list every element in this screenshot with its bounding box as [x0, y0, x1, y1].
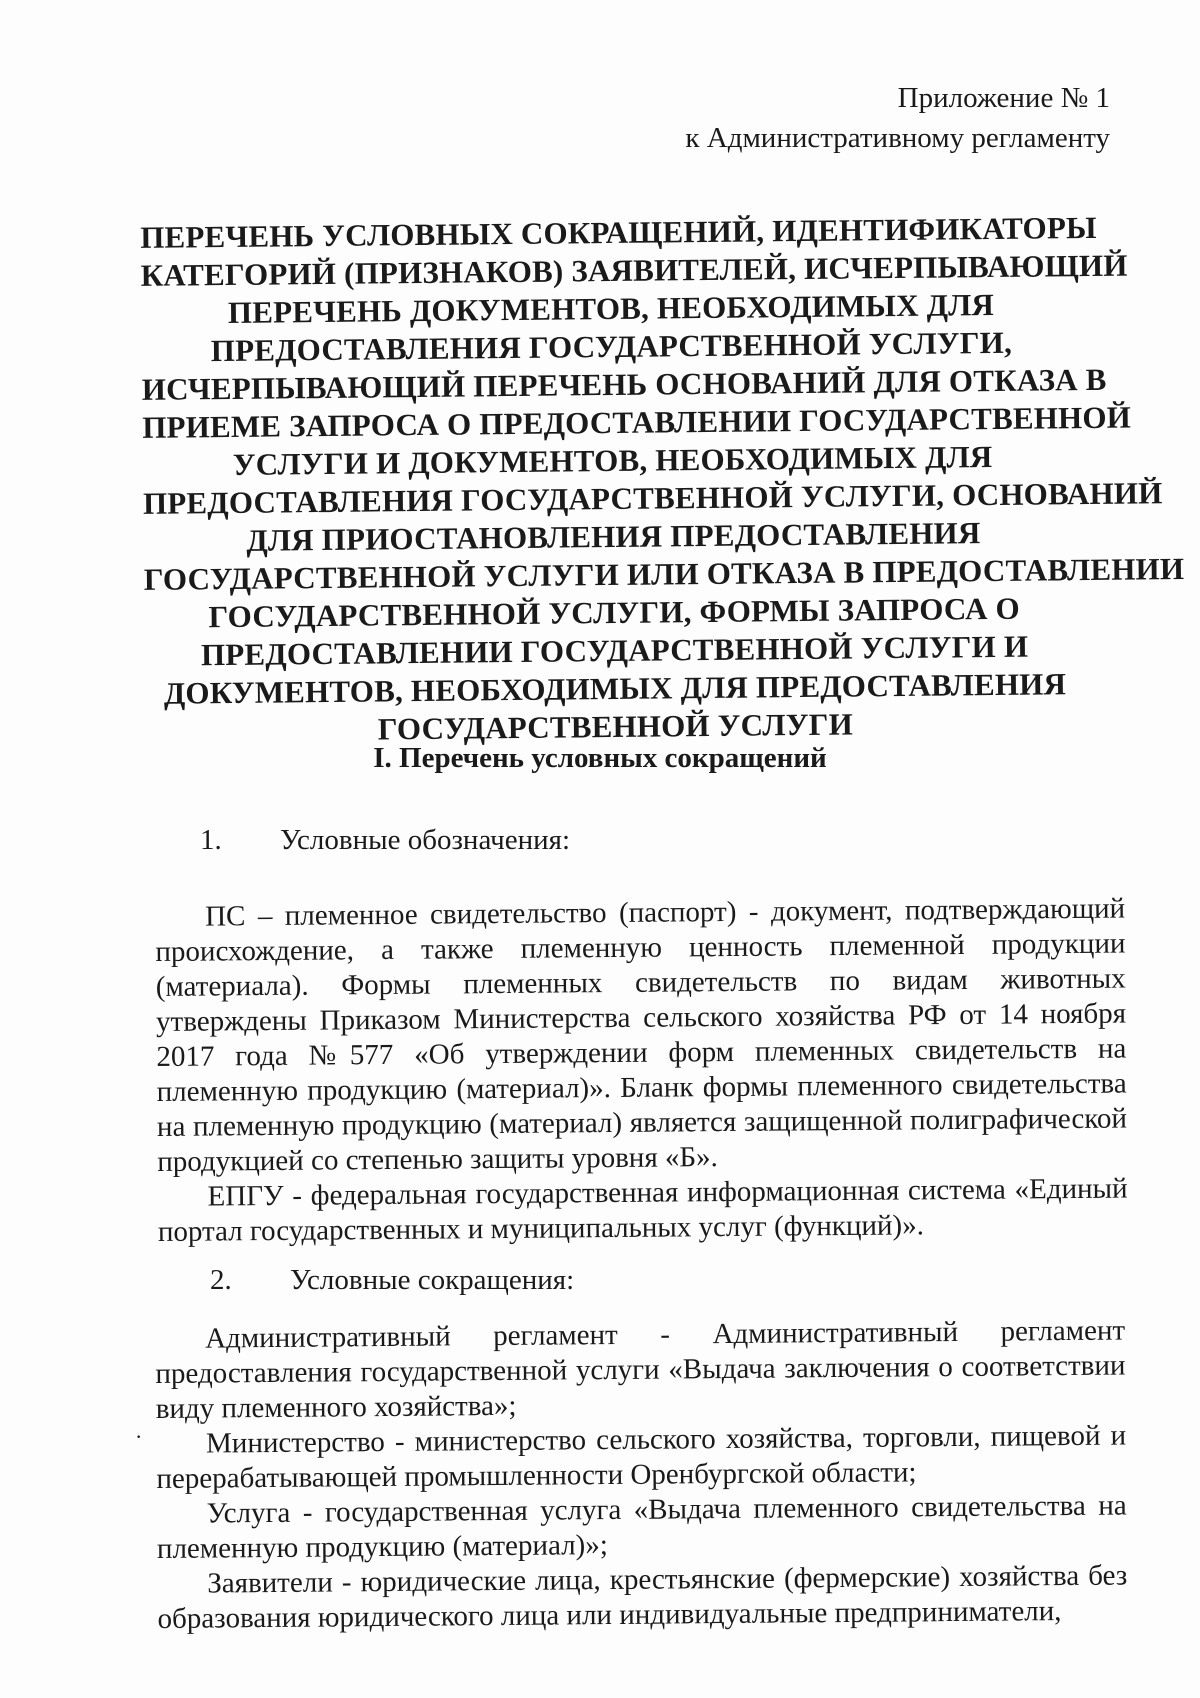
- title-line: УСЛУГИ И ДОКУМЕНТОВ, НЕОБХОДИМЫХ ДЛЯ: [232, 439, 993, 482]
- definition-ministry: Министерство - министерство сельского хозяйства, торговли, пищевой и перерабатывающей промышленности Оренбургской области;: [156, 1419, 1127, 1495]
- definition-ps: ПС – племенное свидетельство (паспорт) - документ, подтверждающий происхождение, а также племенную ценность племенной продукции (материала). Формы племенных свидетельств по видам животных утверждены Приказом Министерства сельского хозяйства РФ от 14 ноября 2017 года №577 «Об утверждении форм племенных свидетельств на племенную продукцию (материал)». Бланк формы племенного свидетельства на племенную продукцию (материал) является защищенной полиграфической продукцией со степенью защиты уровня «Б».: [155, 892, 1128, 1178]
- title-line: ГОСУДАРСТВЕННОЙ УСЛУГИ: [377, 706, 854, 747]
- title-line: ДОКУМЕНТОВ, НЕОБХОДИМЫХ ДЛЯ ПРЕДОСТАВЛЕНИЯ: [163, 666, 1067, 711]
- annex-number: Приложение № 1: [897, 82, 1110, 114]
- item-2-number: 2.: [210, 1264, 232, 1296]
- title-line: ГОСУДАРСТВЕННОЙ УСЛУГИ, ФОРМЫ ЗАПРОСА О: [208, 590, 1021, 635]
- title-line: ПРЕДОСТАВЛЕНИИ ГОСУДАРСТВЕННОЙ УСЛУГИ И: [200, 628, 1029, 673]
- item-2-body: [155, 1314, 1128, 1637]
- title-line: ПРЕДОСТАВЛЕНИЯ ГОСУДАРСТВЕННОЙ УСЛУГИ,: [210, 324, 1013, 369]
- annex-header: [685, 78, 1110, 158]
- item-1-heading: [200, 822, 570, 858]
- scan-speck: ·: [135, 1424, 143, 1449]
- annex-reference: к Административному регламенту: [685, 122, 1110, 154]
- title-line: ГОСУДАРСТВЕННОЙ УСЛУГИ ИЛИ ОТКАЗА В ПРЕДОСТАВЛЕНИИ: [143, 551, 1185, 597]
- item-1-number: 1.: [200, 824, 222, 856]
- definition-service: Услуга - государственная услуга «Выдача племенного свидетельства на племенную продукцию (материал)»;: [156, 1489, 1127, 1565]
- title-line: ПРЕДОСТАВЛЕНИЯ ГОСУДАРСТВЕННОЙ УСЛУГИ, ОСНОВАНИЙ: [142, 475, 1163, 521]
- title-line: ПРИЕМЕ ЗАПРОСА О ПРЕДОСТАВЛЕНИИ ГОСУДАРСТВЕННОЙ: [142, 399, 1132, 445]
- definition-regulation: Административный регламент - Административный регламент предоставления государственной услуги «Выдача заключения о соответствии виду племенного хозяйства»;: [155, 1314, 1126, 1425]
- title-line: ПЕРЕЧЕНЬ УСЛОВНЫХ СОКРАЩЕНИЙ, ИДЕНТИФИКАТОРЫ: [140, 209, 1097, 255]
- definition-applicants: Заявители - юридические лица, крестьянские (фермерские) хозяйства без образования юридического лица или индивидуальные предприниматели,: [157, 1559, 1128, 1635]
- title-line: ПЕРЕЧЕНЬ ДОКУМЕНТОВ, НЕОБХОДИМЫХ ДЛЯ: [227, 286, 995, 331]
- title-line: ДЛЯ ПРИОСТАНОВЛЕНИЯ ПРЕДОСТАВЛЕНИЯ: [246, 515, 981, 558]
- item-1-body: [155, 892, 1128, 1250]
- title-line: КАТЕГОРИЙ (ПРИЗНАКОВ) ЗАЯВИТЕЛЕЙ, ИСЧЕРПЫВАЮЩИЙ: [140, 247, 1128, 293]
- item-1-label: Условные обозначения:: [280, 824, 571, 856]
- section-heading: I. Перечень условных сокращений: [373, 742, 827, 774]
- item-2-label: Условные сокращения:: [290, 1264, 575, 1296]
- item-2-heading: [210, 1262, 574, 1298]
- title-line: ИСЧЕРПЫВАЮЩИЙ ПЕРЕЧЕНЬ ОСНОВАНИЙ ДЛЯ ОТКАЗА В: [141, 361, 1107, 407]
- definition-epgu: ЕПГУ - федеральная государственная информационная система «Единый портал государственных и муниципальных услуг (функций)».: [157, 1172, 1128, 1248]
- document-title: [140, 209, 1185, 751]
